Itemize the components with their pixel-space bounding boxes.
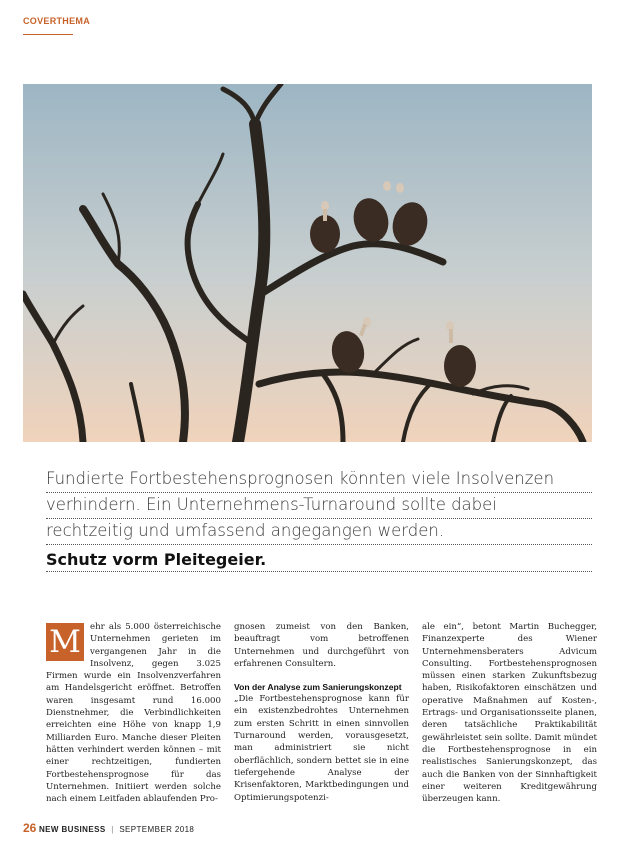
teaser-line: rechtzeitig und umfassend angegangen werden. — [46, 519, 592, 545]
dropcap: M — [46, 623, 84, 661]
magazine-name: NEW BUSINESS — [38, 825, 106, 834]
issue-date: SEPTEMBER 2018 — [119, 825, 195, 834]
article-column-2 — [234, 621, 409, 804]
article-paragraph: ale ein“, betont Martin Buchegger, Finanzexperte des Wiener Unternehmensberaters Advicum Consulting. Fortbestehensprognosen müssen einen starken Zukunftsbezug haben, Risikofaktoren einschätzen und operative Maßnahmen auf Kosten-, Ertrags- und Organisationsseite planen, deren tatsächliche Praktikabilität gewährleistet sein sollte. Damit mündet die Fortbestehensprognose in ein realistisches Sanierungskonzept, das auch die Banken von der Sinnhaftigkeit einer weiteren Kreditgewährung überzeugen kann. — [422, 622, 597, 805]
footer-separator: | — [111, 825, 114, 834]
page-number: 26 — [23, 821, 37, 835]
article-paragraph: gnosen zumeist von den Banken, beauftragt vom betroffenen Unternehmen und durchgeführt von erfahrenen Consultern. — [234, 622, 409, 669]
article-paragraph: ehr als 5.000 österreichische Unternehmen gerieten im vergangenen Jahr in die Insolvenz, gegen 3.025 Firmen wurde ein Insolvenzverfahren am Handelsgericht eröffnet. Betroffen waren insgesamt rund 16.000 Dienstnehmer, die Verbindlichkeiten erreichten eine Höhe von knapp 1,9 Milliarden Euro. Manche dieser Pleiten hätten verhindert werden können – mit einer rechtzeitigen, fundierten Fortbestehensprognose für das Unternehmen. Initiiert werden solche nach einem Leitfaden ablaufenden Pro- — [46, 622, 221, 805]
article-paragraph: „Die Fortbestehensprognose kann für ein existenzbedrohtes Unternehmen zum ersten Schritt in einen sinnvollen Turnaround werden, vorausgesetzt, man administriert sie nicht oberflächlich, sondern bettet sie in eine tiefergehende Analyse der Krisenfaktoren, Marktbedingungen und Optimierungspotenzi- — [234, 694, 409, 803]
subheading: Von der Analyse zum Sanierungskonzept — [234, 682, 402, 693]
teaser-line: verhindern. Ein Unternehmens-Turnaround sollte dabei — [46, 493, 592, 519]
hero-photo — [23, 84, 592, 442]
vultures-tree-illustration — [23, 84, 592, 442]
article-column-3 — [422, 621, 597, 805]
section-tag: COVERTHEMA — [23, 16, 91, 26]
section-underline — [23, 34, 73, 35]
teaser-line: Fundierte Fortbestehensprognosen könnten viele Insolvenzen — [46, 467, 592, 493]
teaser-block — [46, 467, 592, 572]
page-footer — [23, 821, 194, 835]
article-column-1 — [46, 621, 221, 805]
article-headline: Schutz vorm Pleitegeier. — [46, 549, 592, 572]
